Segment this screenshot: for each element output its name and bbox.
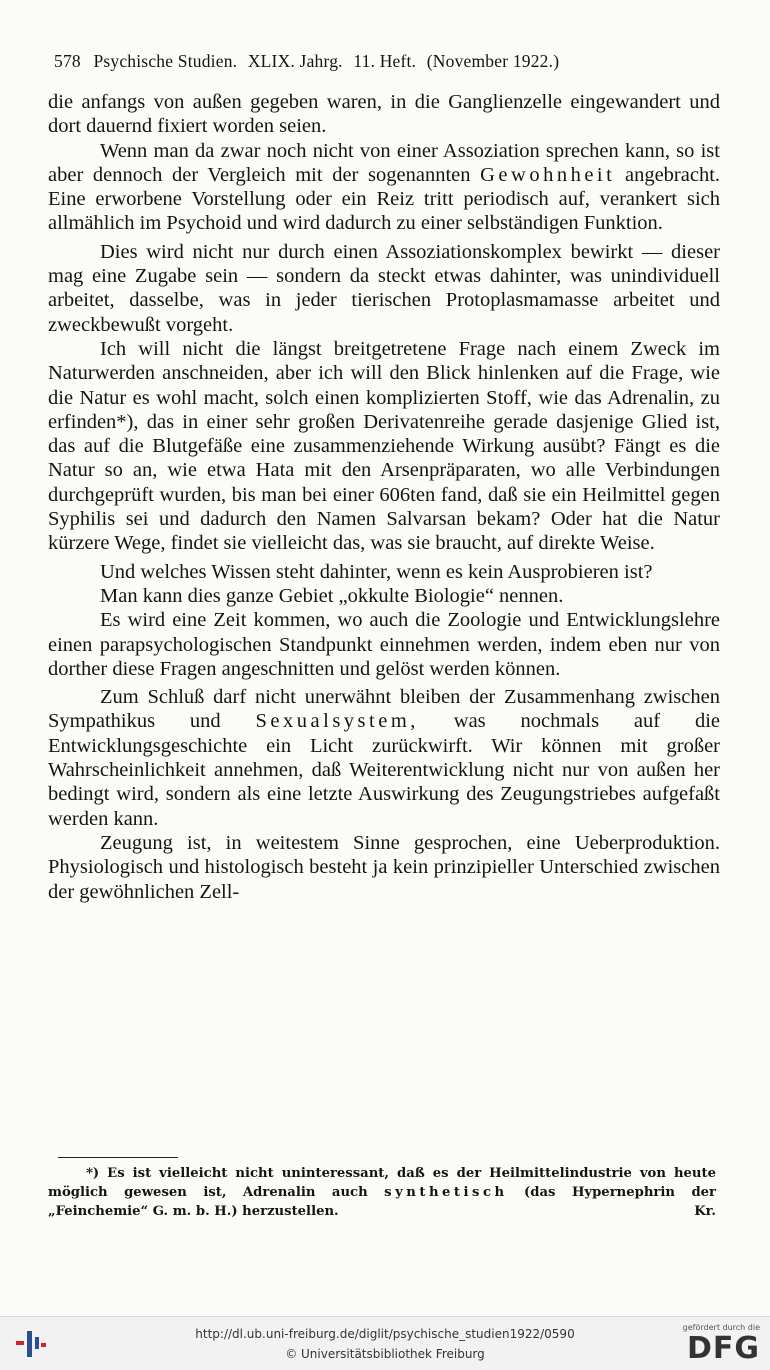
paragraph — [48, 685, 720, 831]
paragraph: Und welches Wissen steht dahinter, wenn es kein Ausprobieren ist? — [100, 560, 653, 583]
paragraph-text: Wenn man da zwar noch nicht von einer Assoziation sprechen kann, so ist aber dennoch der Vergleich mit der sogenannten — [48, 139, 720, 186]
footnote-part: (das Hypernephrin der „Feinchemie“ G. m. b. H.) herzustellen. — [48, 1185, 717, 1219]
footnote-part: *) Es ist vielleicht nicht uninteressant, daß es der Heilmittelindustrie von heute möglich gewesen ist, Adrenalin auch — [48, 1166, 716, 1200]
paragraph: die anfangs von außen gegeben waren, in die Ganglienzelle eingewandert und dort dauernd fixiert worden seien. — [48, 91, 720, 138]
dfg-caption: gefördert durch die — [682, 1323, 760, 1332]
journal-title: Psychische Studien. — [93, 51, 238, 71]
body-text — [48, 90, 720, 904]
paragraph: Ich will nicht die längst breitgetretene Frage nach einem Zweck im Naturwerden anschneiden, aber ich will den Blick hinlenken auf die Frage, wie die Natur es wohl macht, solch einen komplizierten Stoff, wie das Adrenalin, zu erfinden*), das in einer sehr großen Derivatenreihe gerade dasjenige Glied ist, das auf die Blutgefäße eine zusammenziehende Wirkung ausübt? Fängt es die Natur so an, wie etwa Hata mit den Arsenpräparaten, wo alle Verbindungen durchgeprüft wurden, bis man bei einer 606ten fand, daß sie ein Heilmittel gegen Syphilis sei und dadurch den Namen Salvarsan bekam? Oder hat die Natur kürzere Wege, findet sie vielleicht das, was sie braucht, auf direkte Weise. — [48, 337, 720, 555]
journal-issue: 11. Heft. — [353, 51, 417, 71]
footnote-text — [48, 1164, 716, 1221]
journal-date: (November 1922.) — [426, 51, 560, 71]
running-header — [54, 46, 726, 76]
dfg-wordmark: DFG — [686, 1331, 760, 1366]
paragraph — [48, 139, 720, 236]
paragraph: Man kann dies ganze Gebiet „okkulte Biologie“ nennen. — [100, 584, 564, 607]
paragraph: Zeugung ist, in weitestem Sinne gesprochen, eine Ueberproduktion. Physiologisch und histologisch besteht ja kein prinzipieller Unterschied zwischen der gewöhnlichen Zell- — [48, 831, 720, 903]
page-number: 578 — [54, 51, 81, 71]
journal-volume: XLIX. Jahrg. — [247, 51, 343, 71]
viewer-footer — [0, 1316, 770, 1370]
spaced-emphasis: synthetisch — [384, 1185, 508, 1200]
permalink-url[interactable]: http://dl.ub.uni-freiburg.de/diglit/psychische_studien1922/0590 — [195, 1327, 575, 1341]
copyright-text: © Universitätsbibliothek Freiburg — [285, 1347, 485, 1361]
dfg-logo[interactable] — [676, 1323, 760, 1367]
paragraph-text: Zum Schluß darf nicht unerwähnt bleiben der Zusammenhang zwischen Sympathikus und — [48, 686, 720, 733]
footnote-signature: Kr. — [694, 1204, 716, 1219]
paragraph-text: was nochmals auf die Entwicklungsgeschichte ein Licht zurückwirft. Wir können mit großer Wahrscheinlichkeit annehmen, daß Weiterentwicklung nicht nur von außen her bedingt wird, sondern als eine letzte Auswirkung des Zeugungstriebes aufgefaßt werden kann. — [48, 710, 720, 830]
spaced-emphasis: Gewohnheit — [480, 163, 616, 186]
paragraph: Es wird eine Zeit kommen, wo auch die Zoologie und Entwicklungslehre einen parapsychologischen Standpunkt einnehmen werden, indem eben nur von dorther diese Fragen angeschnitten und gelöst werden können. — [48, 609, 720, 680]
paragraph: Dies wird nicht nur durch einen Assoziationskomplex bewirkt — dieser mag eine Zugabe sein — sondern da steckt etwas dahinter, was unindividuell arbeitet, dasselbe, was in jeder tierischen Protoplasmamasse arbeitet und zweckbewußt vorgeht. — [48, 240, 720, 336]
footnote-rule — [58, 1157, 178, 1158]
paragraph-text: angebracht. Eine erworbene Vorstellung oder ein Reiz tritt periodisch auf, verankert sich allmählich im Psychoid und wird dadurch zu einer selbständigen Funktion. — [48, 163, 721, 235]
spaced-emphasis: Sexualsystem, — [255, 710, 419, 733]
footnote — [48, 1164, 716, 1221]
